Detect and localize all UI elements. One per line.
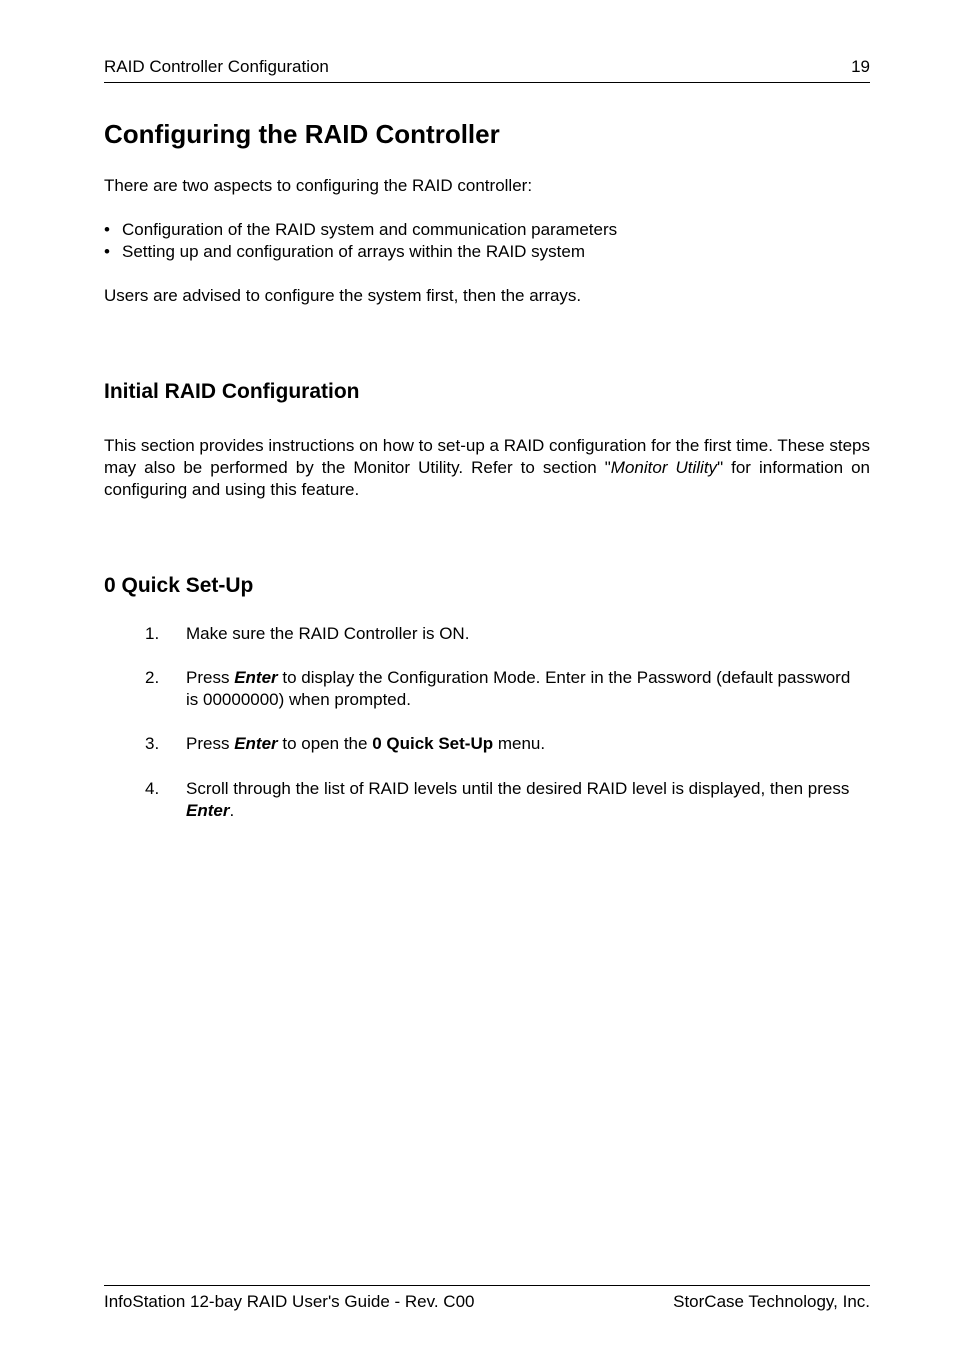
step-number: 3. [145,734,160,753]
initial-text-start: This section provides instructions on how to set-up a RAID configuration for the first time. These steps may also be performed by the Monitor Utility. Refer to section " [104,436,870,477]
section-title: Configuring the RAID Controller [104,119,500,149]
bullet-glyph: • [104,220,110,239]
bullet-item [104,241,585,263]
step-text-part: Scroll through the list of RAID levels until the desired RAID level is displayed, then press [186,779,850,798]
page-number: 19 [851,57,870,76]
step-text-part: to open the [277,734,373,753]
footer-company: StorCase Technology, Inc. [673,1292,870,1311]
intro-paragraph: There are two aspects to configuring the RAID controller: [104,176,533,195]
step-text [186,778,870,822]
enter-key: Enter [234,668,278,687]
initial-text-end: " for information on configuring and using this feature. [104,458,870,499]
step-text-part: menu. [493,734,546,753]
enter-key: Enter [186,801,230,820]
initial-paragraph [104,435,870,501]
step-text-part: Press [186,668,235,687]
bullet-text: Setting up and configuration of arrays within the RAID system [122,242,586,261]
enter-key: Enter [234,734,278,753]
menu-name: 0 Quick Set-Up [372,734,494,753]
header-rule [104,82,870,83]
step-text [186,667,858,711]
step-text [186,733,870,755]
step-text-part: to display the Configuration Mode. Enter in the Password (default password is 00000000) when prompted. [186,668,851,709]
bullet-text: Configuration of the RAID system and communication parameters [122,220,618,239]
bullet-glyph: • [104,242,110,261]
running-header-title: RAID Controller Configuration [104,57,329,76]
footer-document-title: InfoStation 12-bay RAID User's Guide - Rev. C00 [104,1292,475,1311]
advice-paragraph: Users are advised to configure the system first, then the arrays. [104,286,582,305]
step-number: 4. [145,779,160,798]
footer-rule [104,1285,870,1286]
bullet-item [104,219,617,241]
step-number: 2. [145,668,160,687]
subsection-title: Initial RAID Configuration [104,380,360,403]
monitor-utility-reference: Monitor Utility [610,458,718,477]
step-number: 1. [145,624,160,643]
step-text-part: . [229,801,235,820]
step-text: Make sure the RAID Controller is ON. [186,624,470,643]
step-text-part: Press [186,734,235,753]
subsection-title: 0 Quick Set-Up [104,574,254,597]
